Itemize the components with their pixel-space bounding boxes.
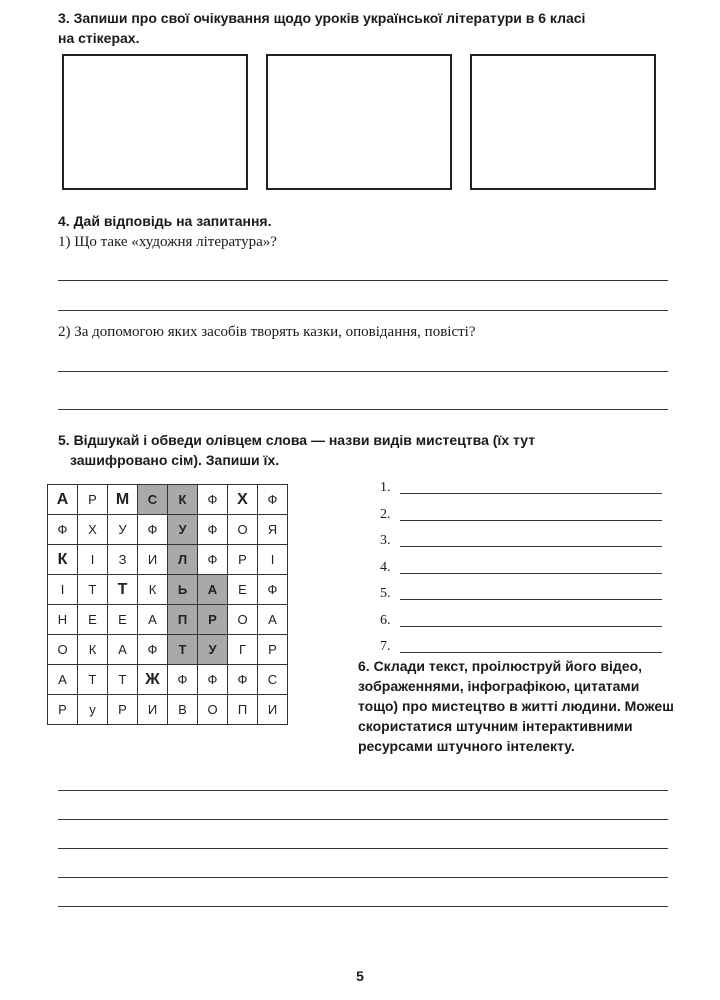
answer-number: 3. xyxy=(380,533,391,548)
grid-cell[interactable]: Е xyxy=(108,605,138,635)
grid-cell[interactable]: І xyxy=(258,545,288,575)
grid-cell[interactable]: З xyxy=(108,545,138,575)
grid-cell[interactable]: И xyxy=(258,695,288,725)
grid-cell[interactable]: В xyxy=(168,695,198,725)
answer-number: 7. xyxy=(380,639,391,654)
answer-line[interactable] xyxy=(400,493,662,494)
answer-number: 2. xyxy=(380,506,391,522)
grid-cell[interactable]: Р xyxy=(48,695,78,725)
answer-number: 5. xyxy=(380,586,391,601)
grid-cell[interactable]: Ф xyxy=(48,515,78,545)
page-number: 5 xyxy=(356,968,364,984)
grid-cell[interactable]: Р xyxy=(78,485,108,515)
grid-cell[interactable]: Ф xyxy=(258,485,288,515)
grid-cell[interactable]: Т xyxy=(108,575,138,605)
grid-cell[interactable]: И xyxy=(138,545,168,575)
task3-heading xyxy=(58,8,698,48)
grid-cell[interactable]: Т xyxy=(78,665,108,695)
grid-cell[interactable]: Ф xyxy=(198,515,228,545)
answer-line[interactable] xyxy=(58,409,668,410)
writing-line[interactable] xyxy=(58,906,668,907)
grid-cell[interactable]: Я xyxy=(258,515,288,545)
grid-cell[interactable]: Р xyxy=(228,545,258,575)
grid-cell[interactable]: М xyxy=(108,485,138,515)
grid-cell[interactable]: Т xyxy=(108,665,138,695)
grid-cell[interactable]: Л xyxy=(168,545,198,575)
grid-cell[interactable]: С xyxy=(138,485,168,515)
grid-cell[interactable]: Ф xyxy=(198,545,228,575)
grid-row xyxy=(48,545,288,575)
answer-line[interactable] xyxy=(400,626,662,627)
grid-cell[interactable]: П xyxy=(168,605,198,635)
writing-line[interactable] xyxy=(58,877,668,878)
grid-cell[interactable]: А xyxy=(48,665,78,695)
grid-cell[interactable]: І xyxy=(78,545,108,575)
grid-cell[interactable]: Р xyxy=(258,635,288,665)
grid-cell[interactable]: У xyxy=(108,515,138,545)
grid-cell[interactable]: А xyxy=(48,485,78,515)
grid-cell[interactable]: К xyxy=(138,575,168,605)
task4-heading: 4. Дай відповідь на запитання. xyxy=(58,213,272,229)
grid-cell[interactable]: Ф xyxy=(228,665,258,695)
grid-cell[interactable]: Х xyxy=(228,485,258,515)
grid-cell[interactable]: У xyxy=(198,635,228,665)
grid-cell[interactable]: Р xyxy=(108,695,138,725)
grid-cell[interactable]: Е xyxy=(228,575,258,605)
grid-cell[interactable]: Ф xyxy=(198,665,228,695)
task5-heading xyxy=(58,430,678,470)
grid-cell[interactable]: С xyxy=(258,665,288,695)
task4-question-2: 2) За допомогою яких засобів творять казки, оповідання, повісті? xyxy=(58,324,476,340)
grid-cell[interactable]: Ф xyxy=(138,515,168,545)
grid-cell[interactable]: Х xyxy=(78,515,108,545)
answer-line[interactable] xyxy=(58,280,668,281)
grid-cell[interactable]: О xyxy=(228,515,258,545)
grid-cell[interactable]: О xyxy=(228,605,258,635)
task3-text-line2: на стікерах. xyxy=(58,30,140,46)
grid-cell[interactable]: А xyxy=(138,605,168,635)
grid-cell[interactable]: Ф xyxy=(138,635,168,665)
sticker-box-1[interactable] xyxy=(62,54,248,190)
grid-cell[interactable]: А xyxy=(258,605,288,635)
grid-cell[interactable]: Е xyxy=(78,605,108,635)
writing-line[interactable] xyxy=(58,790,668,791)
task4-question-1: 1) Що таке «художня література»? xyxy=(58,234,277,250)
grid-cell[interactable]: О xyxy=(198,695,228,725)
grid-row xyxy=(48,605,288,635)
grid-cell[interactable]: И xyxy=(138,695,168,725)
sticker-box-3[interactable] xyxy=(470,54,656,190)
answer-number: 4. xyxy=(380,559,391,575)
task3-text-line1: 3. Запиши про свої очікування щодо уроків української літератури в 6 класі xyxy=(58,10,586,26)
grid-cell[interactable]: Ф xyxy=(168,665,198,695)
grid-row xyxy=(48,635,288,665)
grid-cell[interactable]: К xyxy=(168,485,198,515)
grid-cell[interactable]: Ф xyxy=(258,575,288,605)
grid-cell[interactable]: Т xyxy=(78,575,108,605)
grid-row xyxy=(48,485,288,515)
answer-line[interactable] xyxy=(400,599,662,600)
grid-cell[interactable]: Ь xyxy=(168,575,198,605)
word-search-grid xyxy=(47,484,288,725)
grid-cell[interactable]: Р xyxy=(198,605,228,635)
task5-title-line2: зашифровано сім). Запиши їх. xyxy=(70,452,280,468)
grid-cell[interactable]: Т xyxy=(168,635,198,665)
grid-cell[interactable]: А xyxy=(108,635,138,665)
grid-row xyxy=(48,575,288,605)
grid-row xyxy=(48,515,288,545)
grid-row xyxy=(48,665,288,695)
grid-cell[interactable]: У xyxy=(168,515,198,545)
answer-line[interactable] xyxy=(58,371,668,372)
answer-line[interactable] xyxy=(400,520,662,521)
grid-cell[interactable]: А xyxy=(198,575,228,605)
grid-cell[interactable]: К xyxy=(78,635,108,665)
task6-text: 6. Склади текст, проілюструй його відео, зображеннями, інфографікою, цитатами тощо) про мистецтво в житті людини. Можеш скористатися штучним інтерактивними ресурсами штучного інтелекту. xyxy=(358,658,674,754)
grid-cell[interactable]: у xyxy=(78,695,108,725)
grid-cell[interactable]: О xyxy=(48,635,78,665)
answer-number: 1. xyxy=(380,480,391,495)
grid-row xyxy=(48,695,288,725)
answer-line[interactable] xyxy=(400,546,662,547)
task5-title-line1: 5. Відшукай і обведи олівцем слова — назви видів мистецтва (їх тут xyxy=(58,432,536,448)
answer-line[interactable] xyxy=(58,310,668,311)
grid-cell[interactable]: І xyxy=(48,575,78,605)
answer-line[interactable] xyxy=(400,652,662,653)
answer-line[interactable] xyxy=(400,573,662,574)
grid-cell[interactable]: Н xyxy=(48,605,78,635)
grid-cell[interactable]: Ж xyxy=(138,665,168,695)
answer-number: 6. xyxy=(380,612,391,628)
writing-line[interactable] xyxy=(58,848,668,849)
sticker-box-2[interactable] xyxy=(266,54,452,190)
grid-cell[interactable]: Г xyxy=(228,635,258,665)
grid-cell[interactable]: П xyxy=(228,695,258,725)
writing-line[interactable] xyxy=(58,819,668,820)
grid-cell[interactable]: Ф xyxy=(198,485,228,515)
grid-cell[interactable]: К xyxy=(48,545,78,575)
